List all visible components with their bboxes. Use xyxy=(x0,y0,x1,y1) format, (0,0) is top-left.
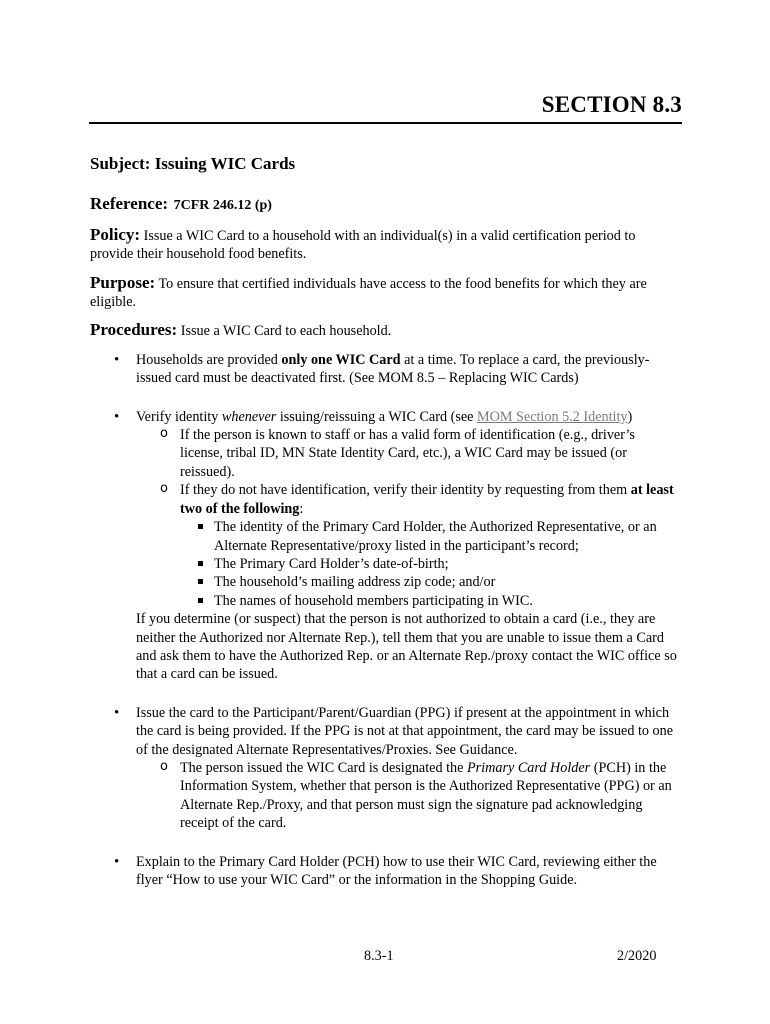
purpose-text: To ensure that certified individuals have access to the food benefits for which they are eligible. xyxy=(90,275,647,311)
pch-italic: Primary Card Holder xyxy=(466,759,591,776)
policy-text: Issue a WIC Card to a household with an individual(s) in a valid certification period to provide their household food benefits. xyxy=(90,227,636,263)
bullet2-text: Verify identity xyxy=(136,408,222,425)
reference-row xyxy=(90,195,680,215)
section-title: SECTION 8.3 xyxy=(541,92,682,117)
verification-item: The identity of the Primary Card Holder, the Authorized Representative, or an Alternate Representative/proxy listed in the participant’s record; xyxy=(197,518,680,555)
verification-item: The household’s mailing address zip code; and/or xyxy=(197,573,680,591)
sub2-colon: : xyxy=(299,500,304,517)
identity-sublist xyxy=(159,426,680,610)
bullet1-bold: only one WIC Card xyxy=(281,351,401,368)
bullet2-italic: whenever xyxy=(221,408,277,425)
bullet1-text-end: at a time. To replace a card, the previously-issued card must be deactivated first. (See MOM 8.5 – Replacing WIC Cards) xyxy=(136,351,650,387)
policy-paragraph xyxy=(90,226,680,264)
procedures-paragraph xyxy=(90,321,680,340)
list-item xyxy=(90,351,680,388)
bullet1-text: Households are provided xyxy=(136,351,282,368)
purpose-paragraph xyxy=(90,274,680,312)
procedures-label: Procedures: xyxy=(90,320,178,340)
procedures-text: Issue a WIC Card to each household. xyxy=(180,323,392,340)
bullet4-text: Explain to the Primary Card Holder (PCH) how to use their WIC Card, reviewing either the flyer “How to use your WIC Card” or the information in the Shopping Guide. xyxy=(136,853,657,888)
sub-list-item xyxy=(159,481,680,610)
procedures-list xyxy=(90,351,680,890)
verification-list xyxy=(180,518,680,610)
mom-section-link[interactable]: MOM Section 5.2 Identity xyxy=(476,408,628,425)
reference-label: Reference: xyxy=(90,194,169,214)
list-item xyxy=(90,704,680,833)
bullet2-text-end: ) xyxy=(627,408,633,425)
sub-list-item: o If the person is known to staff or has a valid form of identification (e.g., driver’s license, tribal ID, MN State Identity Card, etc.), a WIC Card may be issued (or reissued). xyxy=(159,426,680,481)
purpose-label: Purpose: xyxy=(90,272,156,292)
bullet3-text: Issue the card to the Participant/Parent/Guardian (PPG) if present at the appointment in which the card is being provided. If the PPG is not at that appointment, the card may be issued to one of the designated Alternate Representatives/Proxies. See Guidance. xyxy=(136,704,674,758)
sub2-bold: at least two of the following xyxy=(180,482,674,517)
list-item xyxy=(90,408,680,684)
document-body xyxy=(90,155,680,909)
pch-text: The person issued the WIC Card is designated the xyxy=(180,759,467,776)
unauthorized-note: If you determine (or suspect) that the person is not authorized to obtain a card (i.e., they are neither the Authorized nor Alternate Rep.), tell them that you are unable to issue them a Card and ask them to have the Authorized Rep. or an Alternate Rep./proxy contact the WIC office so that a card can be issued. xyxy=(136,611,677,683)
sub2-text: If they do not have identification, verify their identity by requesting from them xyxy=(180,482,631,499)
verification-item: The Primary Card Holder’s date-of-birth; xyxy=(197,555,680,573)
header-rule xyxy=(89,122,682,124)
revision-date: 2/2020 xyxy=(617,948,657,964)
page-number: 8.3-1 xyxy=(364,948,394,964)
subject-heading: Subject: Issuing WIC Cards xyxy=(90,154,296,173)
reference-value: 7CFR 246.12 (p) xyxy=(173,198,272,214)
sub-list-item xyxy=(159,759,680,833)
list-item xyxy=(90,853,680,890)
verification-item: The names of household members participating in WIC. xyxy=(197,592,680,610)
pch-text-end: (PCH) in the Information System, whether that person is the Authorized Representative (PPG) or an Alternate Rep./Proxy, and that person must sign the signature pad acknowledging receipt of the card. xyxy=(180,759,672,832)
pch-sublist xyxy=(159,759,680,833)
bullet2-text-mid: issuing/reissuing a WIC Card (see xyxy=(276,408,477,425)
policy-label: Policy: xyxy=(90,224,141,244)
